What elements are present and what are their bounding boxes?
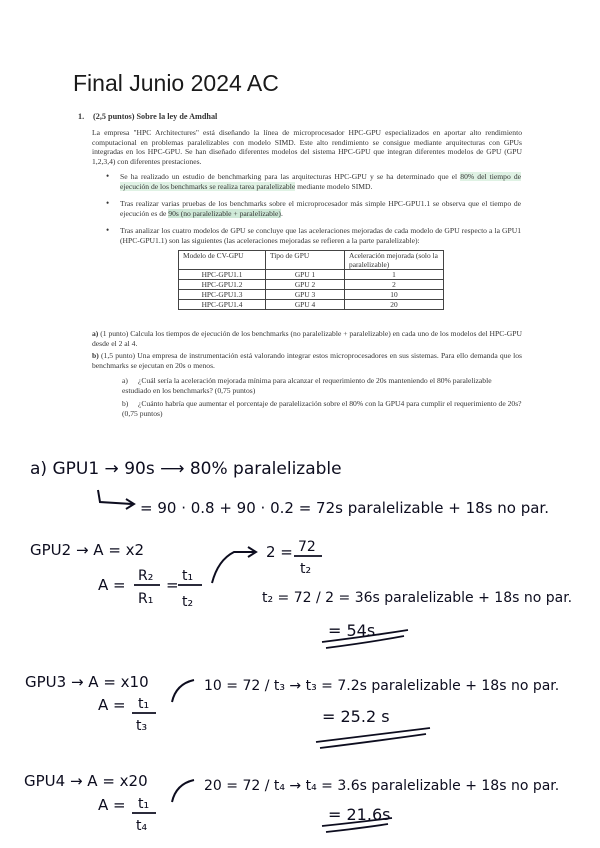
- question-intro: La empresa "HPC Architectures" está diseñando la línea de microprocesador HPC-GPU especializados en aportar alto rendimiento computacional en problemas paralelizables con modelo SIMD. Este alto rendimiento se consigue mediante arquitecturas con GPUs integradas en los HPC-GPU. Se han diseñado diferentes modelos del sistema HPC-GPU que integran diferentes modelos de GPU (GPU 1,2,3,4) con diferentes prestaciones.: [92, 128, 522, 166]
- table-cell: 1: [345, 270, 444, 280]
- bracket-arrow: [212, 552, 254, 583]
- note-gpu3-eq: 10 = 72 / t₃ → t₃ = 7.2s paralelizable + 18s no par.: [204, 678, 560, 694]
- part-b-text: (1,5 punto) Una empresa de instrumentación está valorando integrar estos microprocesadores en sus sistemas. Para ello demanda que los benchmarks se ejecutan en 20s o menos.: [92, 351, 522, 370]
- note-gpu2-r2: R₂: [138, 568, 154, 584]
- part-a-label: a): [92, 329, 99, 338]
- bullet-text: mediante modelo SIMD.: [295, 181, 373, 191]
- note-gpu4-t1: t₁: [138, 796, 150, 812]
- table-cell: HPC-GPU1.1: [179, 270, 266, 280]
- note-gpu4-t4: t₄: [136, 818, 148, 834]
- note-gpu2-r1: R₁: [138, 591, 154, 607]
- note-gpu3-a: A =: [98, 696, 126, 714]
- part-b-b-label: b): [122, 399, 129, 408]
- note-gpu2-t1: t₁: [182, 568, 194, 584]
- table-cell: 20: [345, 300, 444, 310]
- note-gpu2-eq-lhs: 2 =: [266, 543, 293, 561]
- part-b-label: b): [92, 351, 99, 360]
- bracket-arrow: [172, 780, 194, 802]
- table-cell: GPU 3: [266, 290, 345, 300]
- column-header: Tipo de GPU: [266, 251, 345, 270]
- column-header: Aceleración mejorada (solo la paralelizable): [345, 251, 444, 270]
- page-title: Final Junio 2024 AC: [73, 70, 279, 96]
- highlighted-text: 80% del tiempo de ejecución de los benchmarks se realiza tarea paralelizable: [120, 172, 522, 191]
- bullet-text: .: [280, 208, 283, 218]
- table-cell: GPU 2: [266, 280, 345, 290]
- table-cell: HPC-GPU1.4: [179, 300, 266, 310]
- note-gpu1-result: = 90 · 0.8 + 90 · 0.2 = 72s paralelizable + 18s no par.: [140, 499, 549, 517]
- column-header: Modelo de CV-GPU: [179, 251, 266, 270]
- part-b-a-text: ¿Cuál sería la aceleración mejorada mínima para alcanzar el requerimiento de 20s manteniendo el 80% paralelizable estudiado en los benchmarks? (0,75 puntos): [122, 376, 492, 395]
- table-cell: 2: [345, 280, 444, 290]
- note-gpu4-eq: 20 = 72 / t₄ → t₄ = 3.6s paralelizable + 18s no par.: [204, 778, 560, 794]
- note-gpu2-eq-den: t₂: [300, 561, 312, 577]
- underline: [320, 734, 426, 748]
- note-gpu4-total: = 21.6s: [328, 805, 391, 824]
- question-number: 1.: [78, 112, 85, 121]
- bullet-text: Se ha realizado un estudio de benchmarking para las arquitecturas HPC-GPU y se ha determinado que el: [120, 172, 461, 181]
- highlighted-text: 90s (no paralelizable + paralelizable): [168, 208, 281, 218]
- bracket-arrow: [172, 680, 194, 702]
- part-b-b-text: ¿Cuánto habría que aumentar el porcentaje de paralelización sobre el 80% con la GPU4 para cumplir el requerimiento de 20s? (0,75 puntos): [122, 399, 522, 418]
- bullet-text: Tras realizar varias pruebas de los benchmarks sobre el microprocesador más simple HPC-GPU1.1 se observa que el tiempo de ejecución es de: [120, 199, 521, 218]
- note-gpu1-line: a) GPU1 → 90s ⟶ 80% paralelizable: [30, 459, 342, 479]
- table-cell: GPU 4: [266, 300, 345, 310]
- hook-arrow: [98, 490, 132, 504]
- note-gpu3-head: GPU3 → A = x10: [25, 673, 149, 691]
- note-gpu2-eq-num: 72: [298, 539, 316, 555]
- note-gpu3-t1: t₁: [138, 696, 150, 712]
- part-a-text: (1 punto) Calcula los tiempos de ejecución de los benchmarks (no paralelizable + paralelizable) en cada uno de los modelos del HPC-GPU desde el 2 al 4.: [92, 329, 522, 348]
- question-heading-text: (2,5 puntos) Sobre la ley de Amdhal: [93, 112, 218, 121]
- table-cell: GPU 1: [266, 270, 345, 280]
- note-gpu2-t2: t₂: [182, 594, 194, 610]
- equals-sign: =: [166, 576, 179, 594]
- table-cell: HPC-GPU1.3: [179, 290, 266, 300]
- note-gpu2-head: GPU2 → A = x2: [30, 541, 145, 559]
- note-gpu2-calc: t₂ = 72 / 2 = 36s paralelizable + 18s no par.: [262, 590, 573, 606]
- part-b-a-label: a): [122, 376, 128, 385]
- table-cell: HPC-GPU1.2: [179, 280, 266, 290]
- note-gpu2-total: = 54s: [328, 621, 376, 640]
- note-gpu4-a: A =: [98, 796, 126, 814]
- note-gpu4-head: GPU4 → A = x20: [24, 772, 148, 790]
- bullet-text: Tras analizar los cuatro modelos de GPU se concluye que las aceleraciones mejoradas de cada modelo de GPU respecto a la GPU1 (HPC-GPU1.1) son las siguientes (las aceleraciones mejoradas se refieren a la parte paralelizable):: [120, 226, 521, 245]
- note-gpu3-t3: t₃: [136, 718, 148, 734]
- note-gpu2-a: A =: [98, 576, 126, 594]
- note-gpu3-total: = 25.2 s: [322, 707, 390, 726]
- table-cell: 10: [345, 290, 444, 300]
